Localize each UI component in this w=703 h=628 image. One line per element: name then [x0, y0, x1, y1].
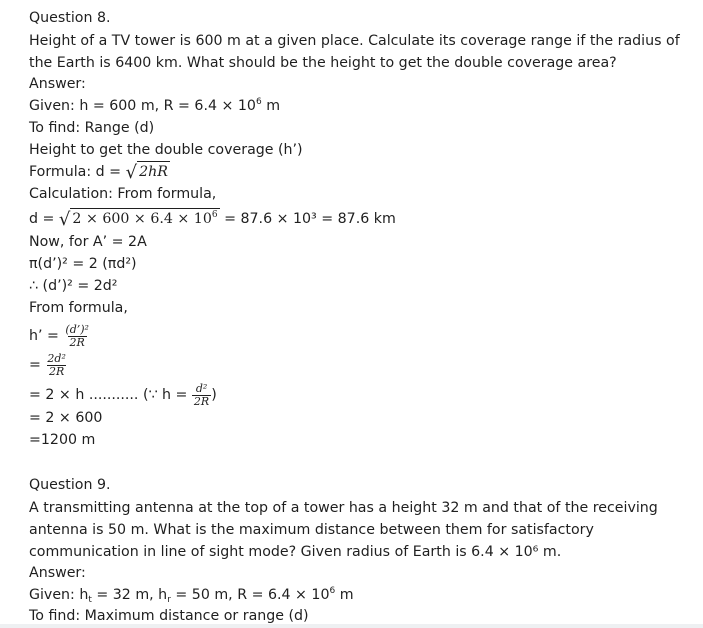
- pi-equation: π(d’)² = 2 (πd²): [29, 256, 137, 272]
- step-4-line: = 2 × 600: [29, 410, 103, 426]
- formula-radicand: 2hR: [137, 161, 170, 182]
- given-line-9: Given: $h_t = 32$ m, $h_r = 50$ m, $R = 6.4 \times 10^6$ m: [29, 586, 354, 605]
- square-root: [126, 161, 170, 183]
- formula-label: Formula: d =: [29, 164, 126, 180]
- question-9-text: A transmitting antenna at the top of a tower has a height 32 m and that of the receiving antenna is 50 m. What is the maximum distance between them for satisfactory communication in line of sight mode? Given radius of Earth is 6.4 × 10⁶ m.: [29, 500, 658, 560]
- step-3-text: = 2 × h ........... (∵ h =: [29, 387, 192, 403]
- fraction-1: $\frac{\text{(d’)²}}{2R}$: [65, 322, 89, 349]
- question-9-title: Question 9.: [29, 477, 111, 493]
- page-bottom-edge: [0, 624, 703, 628]
- h-prime-line: [29, 322, 91, 350]
- question-8-title: Question 8.: [29, 10, 111, 26]
- therefore-line: ∴ (d’)² = 2d²: [29, 278, 118, 294]
- step-3-line: [29, 382, 217, 408]
- calculation-line: [29, 208, 396, 230]
- step-2-line: [29, 352, 68, 378]
- height-double-line: Height to get the double coverage (h’): [29, 142, 303, 158]
- calc-d: d =: [29, 211, 59, 227]
- given-line: [29, 96, 280, 116]
- radical-sign: √: [58, 209, 71, 230]
- radical-sign: √: [125, 162, 138, 183]
- fraction-2: $\frac{\text{2d²}}{2R}$: [47, 351, 66, 378]
- calc-radicand: $2 \times 600 \times 6.4 \times 10^6$: [72, 210, 218, 227]
- from-formula-label: From formula,: [29, 300, 128, 316]
- fraction-3: $\frac{\text{d²}}{2R}$: [193, 381, 210, 408]
- given-unit: m: [261, 98, 281, 114]
- given-exponent: 6: [255, 97, 262, 107]
- equals-sign: =: [29, 357, 46, 373]
- to-find-line: To find: Range (d): [29, 120, 155, 136]
- calc-result: = 87.6 × 10³ = 87.6 km: [219, 211, 396, 227]
- given-text: Given: h = 600 m, R = 6.4 × 10: [29, 98, 256, 114]
- now-line: Now, for A’ = 2A: [29, 234, 147, 250]
- calculation-label: Calculation: From formula,: [29, 186, 217, 202]
- formula-line: [29, 161, 170, 183]
- answer-label: Answer:: [29, 76, 86, 92]
- step-3-close: ): [211, 387, 217, 403]
- to-find-line-9: To find: Maximum distance or range (d): [29, 608, 309, 624]
- square-root: [59, 208, 220, 230]
- question-8-text: Height of a TV tower is 600 m at a given place. Calculate its coverage range if the radius of the Earth is 6400 km. What should be the height to get the double coverage area?: [29, 33, 680, 71]
- h-prime-label: h’ =: [29, 328, 64, 344]
- answer-label-9: Answer:: [29, 565, 86, 581]
- step-5-line: =1200 m: [29, 432, 96, 448]
